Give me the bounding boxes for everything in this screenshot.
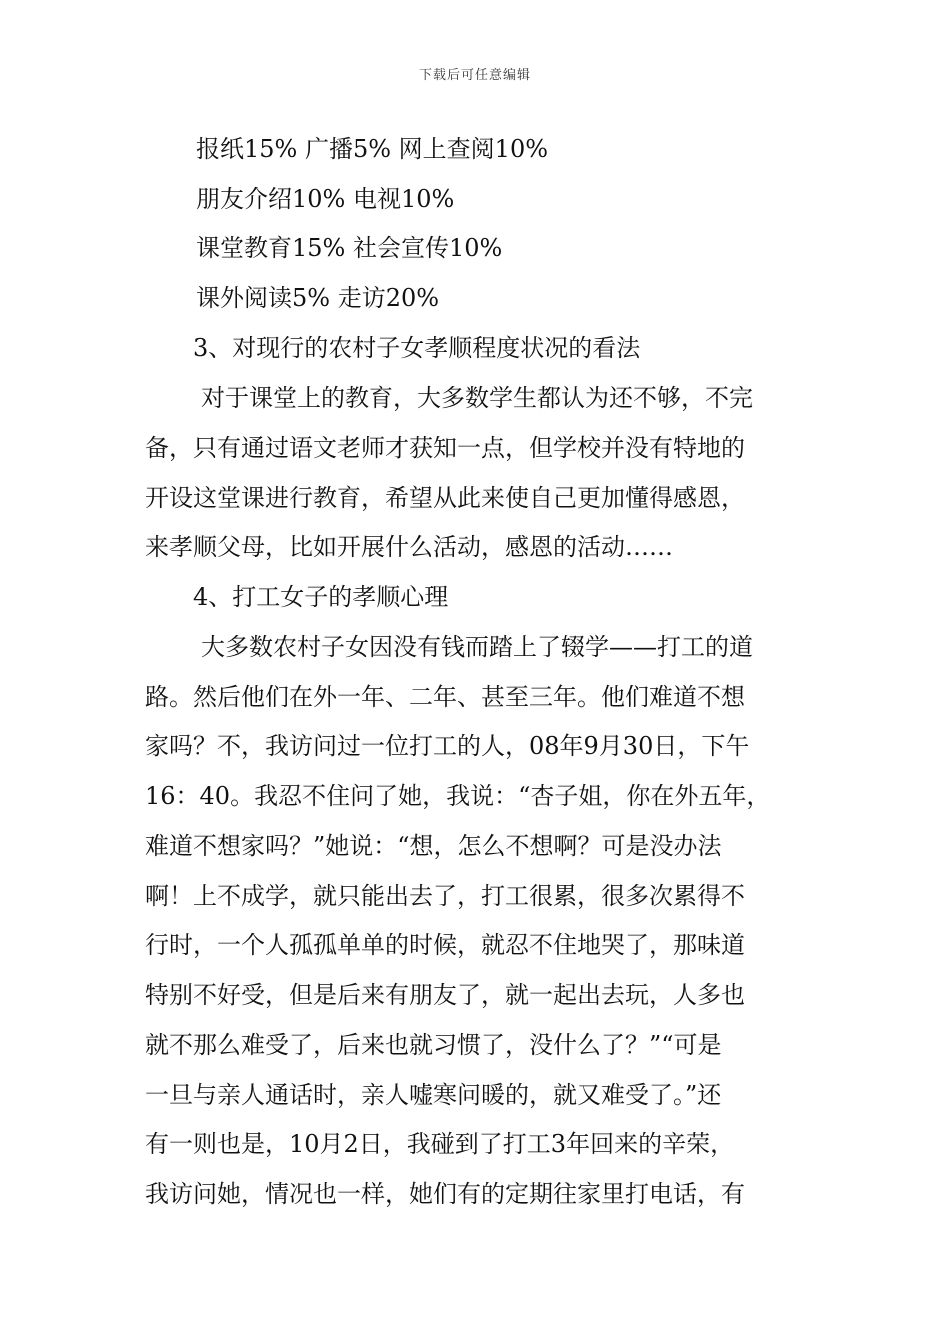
page-header: 下载后可任意编辑 bbox=[418, 68, 531, 83]
section-heading: 3、对现行的农村子女孝顺程度状况的看法 bbox=[193, 334, 641, 362]
text-line: 备，只有通过语文老师才获知一点，但学校并没有特地的 bbox=[145, 434, 745, 462]
text-line: 开设这堂课进行教育，希望从此来使自己更加懂得感恩， bbox=[145, 484, 745, 512]
text-line: 朋友介绍10% 电视10% bbox=[196, 185, 455, 213]
text-line: 报纸15% 广播5% 网上查阅10% bbox=[196, 135, 549, 163]
text-line: 家吗？不，我访问过一位打工的人，08年9月30日，下午 bbox=[145, 732, 750, 760]
text-line: 难道不想家吗？”她说：“想，怎么不想啊？可是没办法 bbox=[145, 832, 722, 860]
text-line: 有一则也是，10月2日，我碰到了打工3年回来的辛荣， bbox=[145, 1130, 735, 1158]
text-line: 我访问她，情况也一样，她们有的定期往家里打电话，有 bbox=[145, 1180, 745, 1208]
text-line: 课堂教育15% 社会宣传10% bbox=[196, 234, 503, 262]
text-line: 行时，一个人孤孤单单的时候，就忍不住地哭了，那味道 bbox=[145, 931, 745, 959]
section-heading: 4、打工女子的孝顺心理 bbox=[193, 583, 449, 611]
text-line: 路。然后他们在外一年、二年、甚至三年。他们难道不想 bbox=[145, 683, 745, 711]
text-line: 就不那么难受了，后来也就习惯了，没什么了？”“可是 bbox=[145, 1031, 722, 1059]
text-line: 来孝顺父母，比如开展什么活动，感恩的活动…… bbox=[145, 533, 673, 561]
text-line: 对于课堂上的教育，大多数学生都认为还不够，不完 bbox=[201, 384, 753, 412]
text-line: 课外阅读5% 走访20% bbox=[196, 284, 440, 312]
text-line: 啊！上不成学，就只能出去了，打工很累，很多次累得不 bbox=[145, 882, 745, 910]
text-line: 一旦与亲人通话时，亲人嘘寒问暖的，就又难受了。”还 bbox=[145, 1081, 722, 1109]
text-line: 特别不好受，但是后来有朋友了，就一起出去玩，人多也 bbox=[145, 981, 745, 1009]
text-line: 16：40。我忍不住问了她，我说：“杏子姐，你在外五年， bbox=[145, 782, 771, 810]
text-line: 大多数农村子女因没有钱而踏上了辍学——打工的道 bbox=[201, 633, 753, 661]
